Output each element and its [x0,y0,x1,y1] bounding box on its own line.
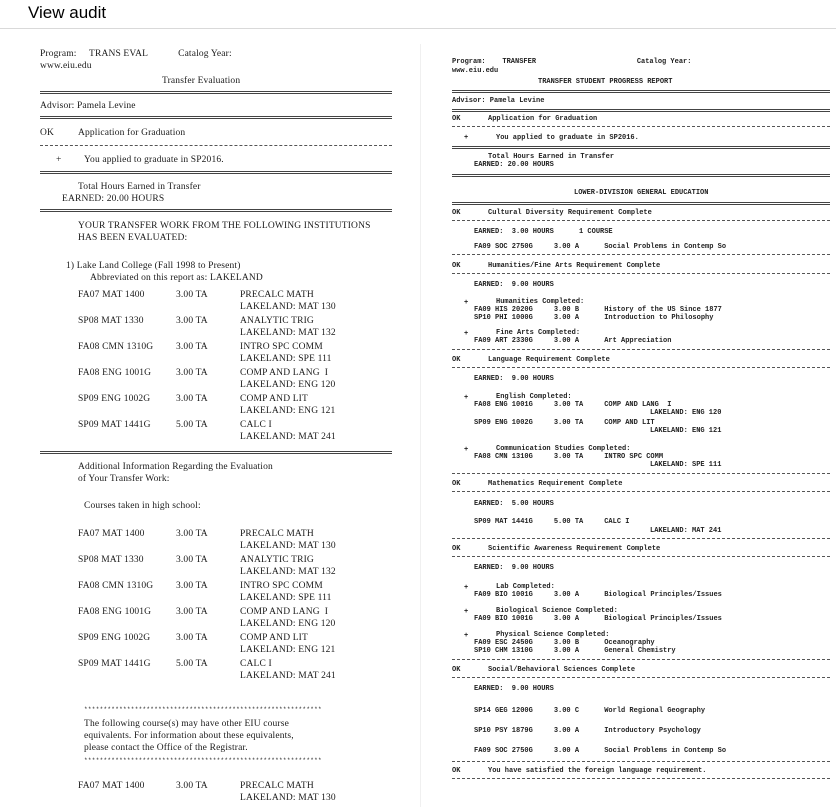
english-completed: English Completed: [496,393,572,401]
view-audit-header [0,0,836,29]
course-hours: 5.00 TA [176,659,208,669]
single-rule [452,538,830,540]
course-equivalent: LAKELAND: SPE 111 [240,354,332,364]
course-hours: 3.00 TA [176,581,208,591]
course-term: SP09 MAT 1441G [78,420,151,430]
single-rule [452,473,830,475]
course-term: SP09 MAT 1441G [78,659,151,669]
single-rule [452,677,830,679]
ok-status: OK [452,545,461,553]
report-title: Transfer Evaluation [162,76,241,86]
science-earned: EARNED: 9.00 HOURS [474,564,554,572]
course-row: SP09 ENG 1002G 3.00 TA COMP AND LIT [474,419,655,427]
course-row: FA08 ENG 1001G 3.00 TA COMP AND LANG I [474,401,672,409]
language-requirement: Language Requirement Complete [488,356,610,364]
course-hours: 3.00 TA [176,394,208,404]
ok-status: OK [452,666,461,674]
course-row: FA09 SOC 2750G 3.00 A Social Problems in Contemp So [474,747,727,755]
course-equivalent: LAKELAND: MAT 241 [240,671,336,681]
single-rule [452,254,830,256]
course-title: ANALYTIC TRIG [240,555,314,565]
notice-line-1: The following course(s) may have other EIU course [84,719,289,729]
double-rule [40,116,392,119]
single-rule [452,126,830,128]
course-term: FA08 ENG 1001G [78,607,152,617]
foreign-language-satisfied: You have satisfied the foreign language requirement. [488,767,707,775]
application-for-graduation: Application for Graduation [488,115,598,123]
double-rule [40,171,392,174]
course-term: FA07 MAT 1400 [78,781,145,791]
course-row: FA09 SOC 2750G 3.00 A Social Problems in Contemp So [474,243,727,251]
course-title: CALC I [240,420,272,430]
course-term: FA08 ENG 1001G [78,368,152,378]
bullet-plus: + [464,608,469,616]
additional-info-2: of Your Transfer Work: [78,474,170,484]
course-title: INTRO SPC COMM [240,342,323,352]
single-rule [452,367,830,369]
course-row: FA09 ART 2330G 3.00 A Art Appreciation [474,337,672,345]
course-row: SP10 CHM 1310G 3.00 A General Chemistry [474,647,676,655]
evaluated-line-1: YOUR TRANSFER WORK FROM THE FOLLOWING INSTITUTIONS [78,221,371,231]
single-rule [40,145,392,147]
double-rule [40,209,392,212]
total-hours-label: Total Hours Earned in Transfer [78,182,201,192]
total-hours-earned: EARNED: 20.00 HOURS [62,194,165,204]
course-row: FA09 HIS 2020G 3.00 B History of the US Since 1877 [474,306,722,314]
course-title: PRECALC MATH [240,529,314,539]
program-line: Program: TRANSFER Catalog Year: [452,58,692,66]
bullet-plus: + [464,446,469,454]
course-title: PRECALC MATH [240,290,314,300]
report-title: TRANSFER STUDENT PROGRESS REPORT [538,78,673,86]
course-term: SP08 MAT 1330 [78,555,144,565]
single-rule [452,491,830,493]
bullet-plus: + [464,299,469,307]
course-term: FA08 CMN 1310G [78,342,154,352]
website: www.eiu.edu [40,61,92,71]
course-row: SP09 MAT 1441G 5.00 TA CALC I [474,518,630,526]
bullet-plus: + [464,584,469,592]
institution: 1) Lake Land College (Fall 1998 to Present) [66,261,241,271]
communication-completed: Communication Studies Completed: [496,445,631,453]
social-earned: EARNED: 9.00 HOURS [474,685,554,693]
ok-status: OK [452,115,461,123]
single-rule [452,556,830,558]
lower-division-heading: LOWER-DIVISION GENERAL EDUCATION [574,189,709,197]
course-title: PRECALC MATH [240,781,314,791]
single-rule [452,220,830,222]
course-term: SP08 MAT 1330 [78,316,144,326]
course-title: COMP AND LANG I [240,368,329,378]
ok-status: OK [452,356,461,364]
fine-arts-completed: Fine Arts Completed: [496,329,581,337]
course-equivalent: LAKELAND: MAT 132 [240,328,336,338]
evaluated-line-2: HAS BEEN EVALUATED: [78,233,188,243]
course-row: FA09 BIO 1001G 3.00 A Biological Principles/Issues [474,591,722,599]
course-title: COMP AND LIT [240,633,308,643]
advisor: Advisor: Pamela Levine [40,101,136,111]
course-hours: 3.00 TA [176,555,208,565]
single-rule [452,761,830,763]
cultural-earned: EARNED: 3.00 HOURS 1 COURSE [474,228,613,236]
ok-status: OK [452,262,461,270]
cultural-diversity-requirement: Cultural Diversity Requirement Complete [488,209,652,217]
course-row: SP14 GEG 1200G 3.00 C World Regional Geography [474,707,706,715]
ok-status: OK [40,128,55,138]
humanities-requirement: Humanities/Fine Arts Requirement Complete [488,262,661,270]
course-row: FA09 ESC 2450G 3.00 B Oceanography [474,639,655,647]
course-term: FA08 CMN 1310G [78,581,154,591]
course-equivalent: LAKELAND: MAT 132 [240,567,336,577]
bullet-plus: + [464,394,469,402]
social-behavioral-requirement: Social/Behavioral Sciences Complete [488,666,636,674]
bullet-plus: + [464,330,469,338]
course-equivalent: LAKELAND: ENG 120 [650,409,722,417]
course-equivalent: LAKELAND: SPE 111 [240,593,332,603]
abbreviation: Abbreviated on this report as: LAKELAND [90,273,263,283]
course-equivalent: LAKELAND: ENG 121 [240,406,336,416]
bullet-plus: + [464,134,469,142]
course-hours: 3.00 TA [176,607,208,617]
double-rule [40,91,392,94]
course-row: FA08 CMN 1310G 3.00 TA INTRO SPC COMM [474,453,664,461]
course-title: ANALYTIC TRIG [240,316,314,326]
biological-science-completed: Biological Science Completed: [496,607,618,615]
humanities-earned: EARNED: 9.00 HOURS [474,281,554,289]
ok-status: OK [452,480,461,488]
transfer-evaluation-report[interactable] [36,44,396,807]
additional-info-1: Additional Information Regarding the Evaluation [78,462,273,472]
course-equivalent: LAKELAND: ENG 121 [240,645,336,655]
course-title: COMP AND LIT [240,394,308,404]
course-title: INTRO SPC COMM [240,581,323,591]
double-rule [452,109,830,112]
course-equivalent: LAKELAND: ENG 120 [240,380,336,390]
total-hours-earned: EARNED: 20.00 HOURS [474,161,554,169]
language-earned: EARNED: 9.00 HOURS [474,375,554,383]
single-rule [452,659,830,661]
course-term: FA07 MAT 1400 [78,529,145,539]
course-equivalent: LAKELAND: SPE 111 [650,461,722,469]
course-term: SP09 ENG 1002G [78,633,151,643]
course-hours: 3.00 TA [176,633,208,643]
course-title: COMP AND LANG I [240,607,329,617]
single-rule [452,273,830,275]
high-school-label: Courses taken in high school: [84,501,201,511]
stars-rule: ************************************************************* [84,757,322,764]
course-row: SP10 PSY 1879G 3.00 A Introductory Psychology [474,727,701,735]
transfer-progress-report[interactable] [444,44,832,807]
lab-completed: Lab Completed: [496,583,555,591]
double-rule [40,451,392,454]
single-rule [452,349,830,351]
bullet-plus: + [464,632,469,640]
page-title: View audit [28,3,107,22]
stars-rule: ************************************************************* [84,706,322,713]
course-title: CALC I [240,659,272,669]
math-earned: EARNED: 5.00 HOURS [474,500,554,508]
course-hours: 3.00 TA [176,290,208,300]
course-hours: 3.00 TA [176,316,208,326]
course-equivalent: LAKELAND: ENG 121 [650,427,722,435]
double-rule [452,90,830,93]
course-equivalent: LAKELAND: MAT 130 [240,302,336,312]
double-rule [452,174,830,177]
course-hours: 5.00 TA [176,420,208,430]
course-equivalent: LAKELAND: MAT 241 [240,432,336,442]
application-for-graduation: Application for Graduation [78,128,186,138]
course-row: SP10 PHI 1000G 3.00 A Introduction to Philosophy [474,314,714,322]
course-equivalent: LAKELAND: ENG 120 [240,619,336,629]
double-rule [452,202,830,205]
program-line: Program: TRANS EVAL Catalog Year: [40,49,232,59]
total-hours-label: Total Hours Earned in Transfer [488,153,615,161]
physical-science-completed: Physical Science Completed: [496,631,610,639]
mathematics-requirement: Mathematics Requirement Complete [488,480,623,488]
notice-line-3: please contact the Office of the Registrar. [84,743,248,753]
bullet-plus: + [56,155,62,165]
notice-line-2: equivalents. For information about these equivalents, [84,731,294,741]
website: www.eiu.edu [452,67,499,75]
page-divider [420,44,421,807]
course-equivalent: LAKELAND: MAT 130 [240,793,336,803]
course-hours: 3.00 TA [176,529,208,539]
ok-status: OK [452,209,461,217]
course-hours: 3.00 TA [176,342,208,352]
single-rule [452,778,830,780]
ok-status: OK [452,767,461,775]
humanities-completed: Humanities Completed: [496,298,585,306]
double-rule [452,146,830,149]
applied-to-graduate: You applied to graduate in SP2016. [496,134,639,142]
course-row: FA09 BIO 1001G 3.00 A Biological Principles/Issues [474,615,722,623]
course-term: FA07 MAT 1400 [78,290,145,300]
course-hours: 3.00 TA [176,781,208,791]
applied-to-graduate: You applied to graduate in SP2016. [84,155,224,165]
advisor: Advisor: Pamela Levine [452,97,545,105]
course-term: SP09 ENG 1002G [78,394,151,404]
course-hours: 3.00 TA [176,368,208,378]
course-equivalent: LAKELAND: MAT 130 [240,541,336,551]
scientific-awareness-requirement: Scientific Awareness Requirement Complete [488,545,661,553]
course-equivalent: LAKELAND: MAT 241 [650,527,722,535]
